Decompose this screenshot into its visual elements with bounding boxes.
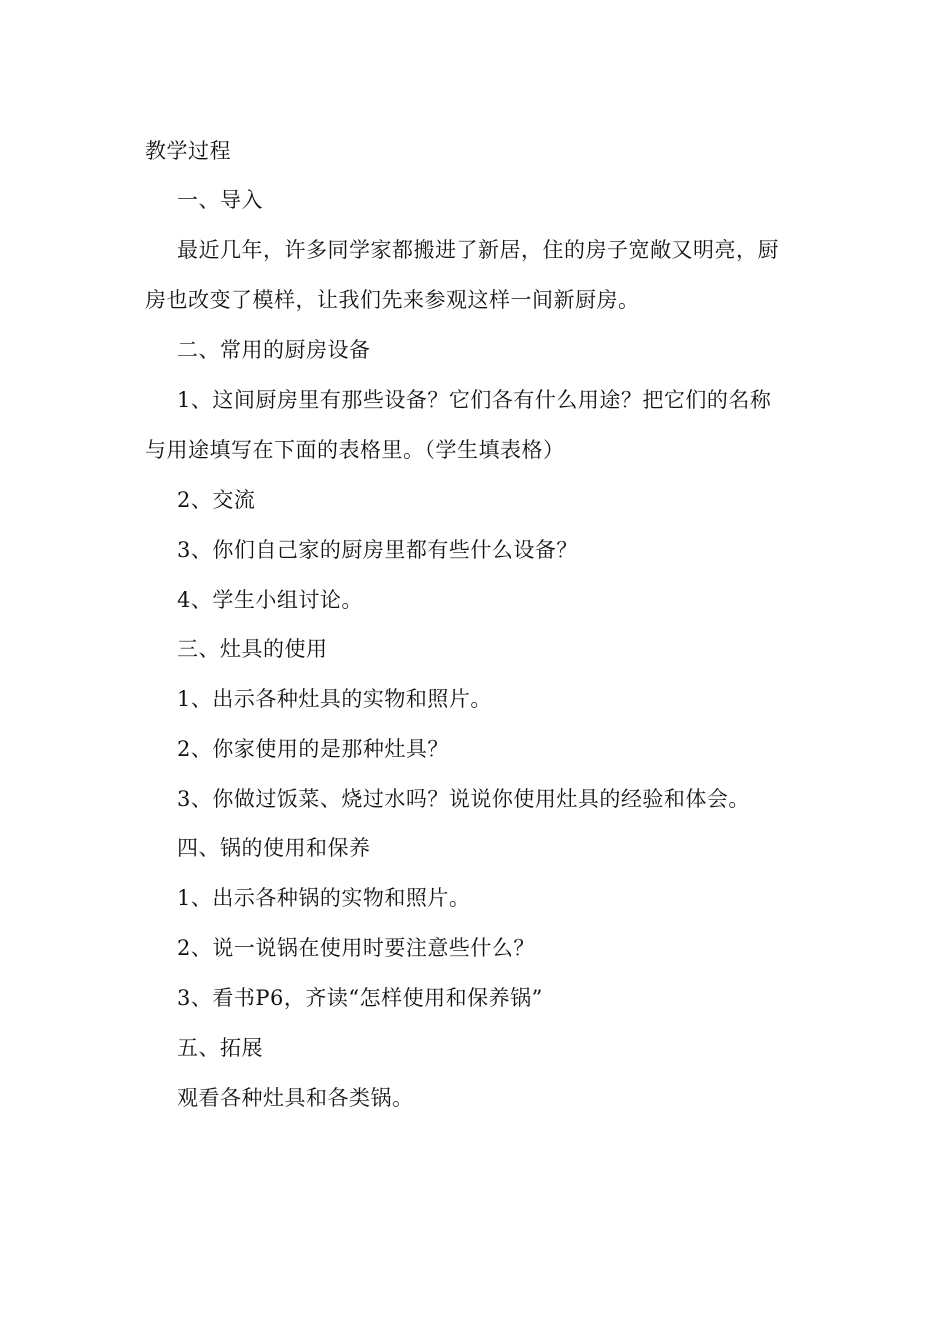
list-item-equipment-1-line-1: 1、这间厨房里有那些设备？它们各有什么用途？把它们的名称	[177, 388, 772, 412]
list-item-stove-1: 1、出示各种灶具的实物和照片。	[177, 687, 492, 711]
section-heading-intro: 一、导入	[177, 188, 263, 212]
list-item-pot-3: 3、看书P6，齐读“怎样使用和保养锅”	[177, 986, 543, 1010]
list-item-equipment-2: 2、交流	[177, 488, 256, 512]
paragraph-extension: 观看各种灶具和各类锅。	[177, 1086, 414, 1110]
list-item-equipment-3: 3、你们自己家的厨房里都有些什么设备？	[177, 538, 578, 562]
section-heading-extension: 五、拓展	[177, 1036, 263, 1060]
list-item-equipment-4: 4、学生小组讨论。	[177, 588, 363, 612]
document-title: 教学过程	[145, 139, 231, 163]
paragraph-intro-line-1: 最近几年，许多同学家都搬进了新居，住的房子宽敞又明亮，厨	[177, 238, 779, 262]
list-item-stove-2: 2、你家使用的是那种灶具？	[177, 737, 449, 761]
section-heading-kitchen-equipment: 二、常用的厨房设备	[177, 338, 371, 362]
section-heading-stove-use: 三、灶具的使用	[177, 637, 328, 661]
section-heading-pot-care: 四、锅的使用和保养	[177, 836, 371, 860]
list-item-pot-2: 2、说一说锅在使用时要注意些什么？	[177, 936, 535, 960]
list-item-stove-3: 3、你做过饭菜、烧过水吗？说说你使用灶具的经验和体会。	[177, 787, 750, 811]
paragraph-intro-line-2: 房也改变了模样，让我们先来参观这样一间新厨房。	[145, 288, 640, 312]
list-item-equipment-1-line-2: 与用途填写在下面的表格里。（学生填表格）	[145, 438, 565, 462]
list-item-pot-1: 1、出示各种锅的实物和照片。	[177, 886, 471, 910]
